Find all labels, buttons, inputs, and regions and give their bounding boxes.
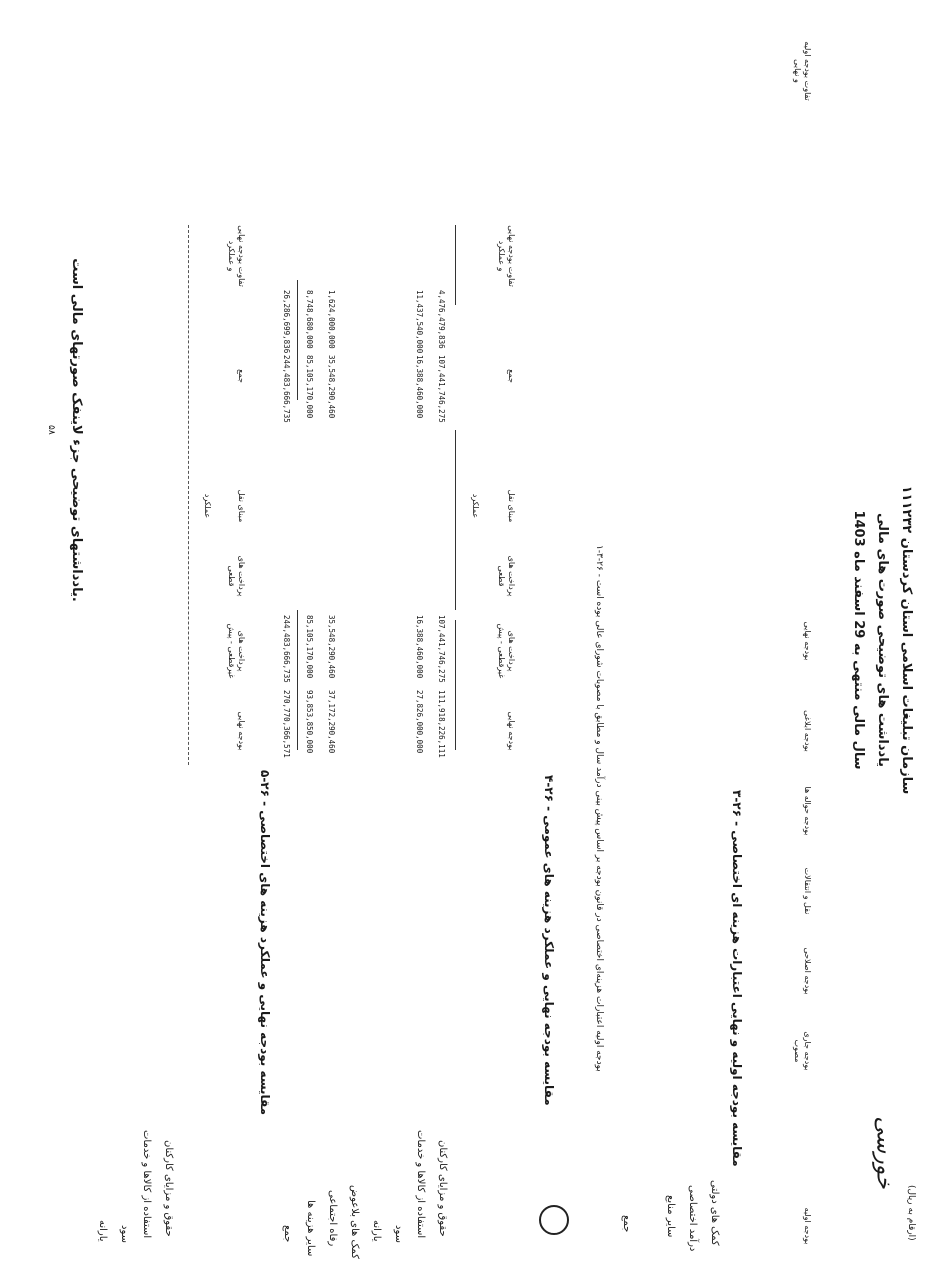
cell-total: 244,483,666,735 — [282, 355, 291, 423]
table-row-label-total: جمع — [282, 1225, 293, 1243]
cell-final-budget: 27,826,000,000 — [415, 690, 424, 754]
cell-cash-basis: 16,388,460,000 — [415, 615, 424, 679]
s5-col-difference: تفاوت بودجه نهایی و عملکرد — [227, 225, 246, 287]
s4-col-cash-basis: مبنای نقل — [507, 489, 516, 523]
section4-title: ۴-۲۶ - مقایسه بودجه نهایی و عملکرد هزینه های عمومی — [542, 775, 556, 1106]
s5-col-total: جمع — [237, 369, 246, 383]
s5-col-performance: عملکرد — [203, 493, 212, 519]
s4-col-final-budget: بودجه نهایی — [507, 711, 516, 751]
table-row-label: استفاده از کالاها و خدمات — [141, 1130, 152, 1239]
cell-total: 35,548,290,460 — [327, 355, 336, 419]
s4-col-total: جمع — [507, 369, 516, 383]
cell-cash-basis: 107,441,746,275 — [437, 615, 446, 683]
s5-col-advance: پرداخت های غیرقطعی - پیش — [227, 623, 246, 679]
cell-difference: 4,476,479,836 — [437, 290, 446, 349]
s4-col-advance: پرداخت های غیرقطعی - پیش — [497, 623, 516, 679]
table-row-label: یارانه — [97, 1220, 108, 1242]
s4-col-difference: تفاوت بودجه نهایی و عملکرد — [497, 225, 516, 287]
amount-unit-note: (ارقام به ریال) — [906, 1185, 916, 1241]
s3-row-label: درآمد اختصاصی — [687, 1185, 698, 1252]
header-underline — [455, 430, 456, 610]
s3-col-6: بودجه ابلاغی — [803, 710, 812, 752]
total-rule — [297, 610, 298, 750]
table-row-label: سود — [119, 1225, 130, 1243]
handwritten-note: خورسی — [871, 1116, 897, 1189]
cell-difference: 26,286,699,836 — [282, 290, 291, 354]
section3-note: ۱-۳-۲۶ - بودجه اولیه اعتبارات هزینه‌ای اختصاصی در قانون بودجه بر اساس پیش بینی درآمد سال و مطابق با مصوبات شورای عالی بوده است — [594, 545, 604, 1072]
cell-cash-basis: 244,483,666,735 — [282, 615, 291, 683]
s5-col-final-budget: بودجه نهایی — [237, 711, 246, 751]
section3-title: ۳-۲۶ - مقایسه بودجه اولیه و نهایی اعتبارات هزینه ای اختصاصی — [730, 790, 744, 1167]
table-row-label: رفاه اجتماعی — [327, 1190, 338, 1247]
cell-total: 85,105,170,000 — [305, 355, 314, 419]
table-row-label: یارانه — [371, 1220, 382, 1242]
cell-final-budget: 37,172,290,460 — [327, 690, 336, 754]
cell-cash-basis: 35,548,290,460 — [327, 615, 336, 679]
table-row-label: سود — [393, 1225, 404, 1243]
s3-row-label: کمک های دولتی — [709, 1180, 720, 1246]
s4-col-definite: پرداخت های قطعی — [497, 555, 516, 597]
s5-col-definite: پرداخت های قطعی — [227, 555, 246, 597]
cell-final-budget: 93,853,850,000 — [305, 690, 314, 754]
header-underline — [455, 620, 456, 750]
s3-col-4: نقل و انتقالات — [803, 867, 812, 915]
s3-col-7: بودجه نهایی — [803, 621, 812, 661]
header-fiscal-year: سال مالی منتهی به 29 اسفند ماه 1403 — [851, 510, 866, 770]
table-row-label: سایر هزینه ها — [305, 1200, 316, 1257]
footer-note: یادداشتهای توضیحی جزء لاینفک صورتهای مالی است. — [69, 258, 84, 602]
s5-col-cash-basis: مبنای نقل — [237, 489, 246, 523]
circle-mark — [539, 1205, 569, 1235]
s3-col-3: بودجه اصلاحی — [803, 947, 812, 995]
cell-final-budget: 270,770,366,571 — [282, 690, 291, 758]
header-underline — [188, 225, 189, 765]
total-rule — [297, 280, 298, 400]
cell-final-budget: 111,918,226,111 — [437, 690, 446, 758]
cell-difference: 1,624,000,000 — [327, 290, 336, 349]
table-row-label: حقوق و مزایای کارکنان — [437, 1140, 448, 1237]
page-number: ۵۸ — [46, 425, 56, 435]
s3-row-label-total: جمع — [621, 1215, 632, 1233]
s3-row-label: سایر منابع — [665, 1195, 676, 1238]
s3-col-2: بودجه جاری مصوب — [793, 1031, 812, 1071]
header-underline — [455, 225, 456, 305]
cell-cash-basis: 85,105,170,000 — [305, 615, 314, 679]
cell-total: 16,388,460,000 — [415, 355, 424, 419]
s3-col-1: بودجه اولیه — [803, 1207, 812, 1245]
table-row-label: استفاده از کالاها و خدمات — [415, 1130, 426, 1239]
cell-difference: 8,748,680,000 — [305, 290, 314, 349]
cell-difference: 11,437,540,000 — [415, 290, 424, 354]
header-organization: سازمان تبلیغات اسلامی استان کردستان ۱۱۱۲۳۲ — [899, 485, 914, 795]
header-notes-title: یادداشت های توضیحی صورت های مالی — [875, 512, 890, 767]
table-row-label: کمک های بلاعوض — [349, 1185, 360, 1259]
s4-col-performance: عملکرد — [471, 493, 480, 519]
cell-total: 107,441,746,275 — [437, 355, 446, 423]
section5-title: ۵-۲۶ - مقایسه بودجه نهایی و عملکرد هزینه های اختصاصی — [258, 770, 272, 1116]
s3-col-5: بودجه حواله ها — [803, 786, 812, 836]
table-row-label: حقوق و مزایای کارکنان — [163, 1140, 174, 1237]
s3-col-8: تفاوت بودجه اولیه و نهایی — [793, 41, 812, 101]
